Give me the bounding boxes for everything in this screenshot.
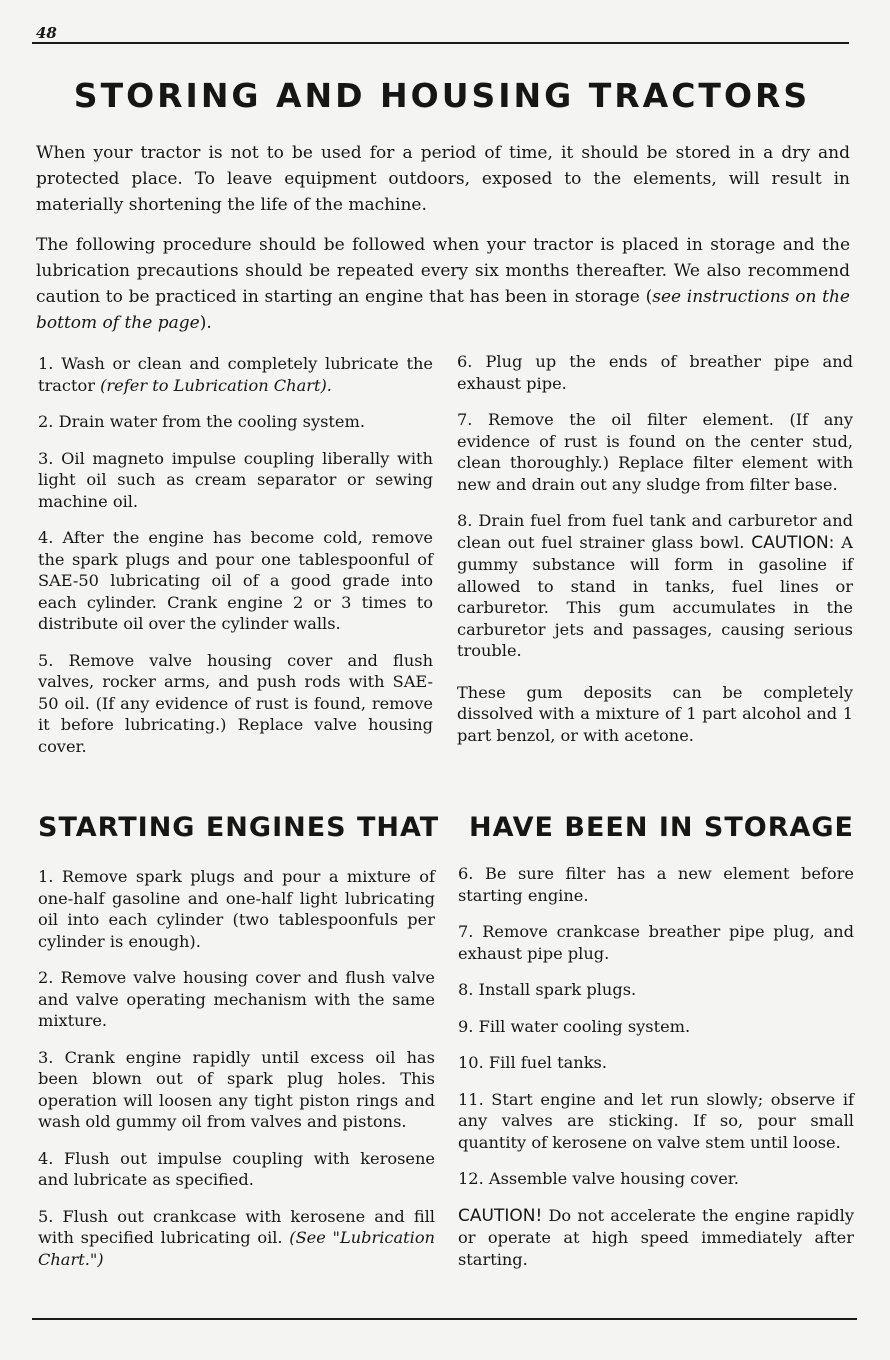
- storing-step-5: 5. Remove valve housing cover and flush valves, rocker arms, and push rods with SAE-50 oil. (If any evidence of rust is found, remove it before lubricating.) Replace valve housing cover.: [38, 650, 433, 756]
- starting-left-column: [38, 866, 435, 1285]
- intro-paragraph-2: [36, 232, 850, 336]
- starting-step-7: 7. Remove crankcase breather pipe plug, and exhaust pipe plug.: [458, 922, 854, 963]
- starting-step-2: 2. Remove valve housing cover and flush valve and valve operating mechanism with the same mixture.: [38, 968, 435, 1030]
- intro-paragraph-1: When your tractor is not to be used for a period of time, it should be stored in a dry and protected place. To leave equipment outdoors, exposed to the elements, will result in materially shortening the life of the machine.: [36, 143, 850, 215]
- starting-engines-heading: [38, 812, 854, 843]
- storing-step-7: 7. Remove the oil filter element. (If any evidence of rust is found on the center stud, clean thoroughly.) Replace filter element with new and drain out any sludge from filter base.: [457, 410, 853, 494]
- starting-step-5-text: 5. Flush out crankcase with kerosene and fill with specified lubricating oil.: [38, 1206, 435, 1247]
- storing-step-6: 6. Plug up the ends of breather pipe and exhaust pipe.: [457, 352, 853, 393]
- starting-caution-label: CAUTION!: [458, 1205, 543, 1226]
- intro-p2-paren-close: ).: [199, 313, 212, 333]
- storing-step-4: 4. After the engine has become cold, remove the spark plugs and pour one tablespoonful of SAE-50 lubricating oil of a good grade into each cylinder. Crank engine 2 or 3 times to distribute oil over the cylinder walls.: [38, 528, 433, 633]
- starting-step-11: 11. Start engine and let run slowly; observe if any valves are sticking. If so, pour small quantity of kerosene on valve stem until loose.: [458, 1089, 854, 1152]
- storing-caution-label: CAUTION:: [751, 532, 835, 553]
- storing-step-3: 3. Oil magneto impulse coupling liberally with light oil such as cream separator or sewing machine oil.: [38, 448, 433, 511]
- intro-p2-italic: see instructions on the bottom of the page: [36, 287, 850, 333]
- storing-caution-text: A gummy substance will form in gasoline if allowed to stand in tanks, fuel lines or carburetor. This gum accumulates in the carburetor jets and passages, causing serious trouble.: [457, 532, 853, 660]
- storing-right-column: [457, 351, 853, 761]
- starting-step-10: 10. Fill fuel tanks.: [458, 1053, 607, 1072]
- starting-right-column: [458, 863, 854, 1285]
- starting-step-4: 4. Flush out impulse coupling with kerosene and lubricate as specified.: [38, 1148, 435, 1189]
- intro-p2-paren-open: (: [645, 287, 653, 307]
- starting-heading-right: HAVE BEEN IN STORAGE: [468, 812, 854, 843]
- starting-caution: [458, 1205, 854, 1271]
- storing-step-8-text: 8. Drain fuel from fuel tank and carburetor and clean out fuel strainer glass bowl.: [457, 511, 853, 552]
- starting-step-5: [38, 1206, 435, 1271]
- storing-step-1-text: 1. Wash or clean and completely lubricate the tractor: [38, 354, 433, 395]
- starting-step-8: 8. Install spark plugs.: [458, 980, 637, 999]
- starting-heading-left: STARTING ENGINES THAT: [38, 812, 440, 843]
- storing-left-column: [38, 353, 433, 772]
- starting-step-9: 9. Fill water cooling system.: [458, 1016, 691, 1036]
- bottom-rule: [32, 1318, 857, 1320]
- starting-step-12: 12. Assemble valve housing cover.: [458, 1169, 739, 1188]
- intro-p2-text: The following procedure should be followed when your tractor is placed in storage and the lubrication precautions should be repeated every six months thereafter. We also recommend caution to be practiced in starting an engine that has been in storage: [36, 235, 850, 307]
- starting-step-1: 1. Remove spark plugs and pour a mixture of one-half gasoline and one-half light lubricating oil into each cylinder (two tablespoonfuls per cylinder is enough).: [38, 867, 435, 951]
- storing-step-2: 2. Drain water from the cooling system.: [38, 412, 365, 431]
- starting-step-6: 6. Be sure filter has a new element before starting engine.: [458, 864, 854, 905]
- page-title: STORING AND HOUSING TRACTORS: [73, 76, 811, 115]
- storing-step-8: [457, 510, 853, 662]
- page-number: 48: [36, 24, 57, 42]
- storing-step-1-italic: (refer to Lubrication Chart).: [100, 375, 332, 395]
- starting-caution-text: Do not accelerate the engine rapidly or operate at high speed immediately after starting.: [458, 1205, 854, 1269]
- top-rule: [32, 42, 849, 44]
- starting-step-3: 3. Crank engine rapidly until excess oil has been blown out of spark plug holes. This operation will loosen any tight piston rings and wash old gummy oil from valves and pistons.: [38, 1047, 435, 1131]
- starting-step-5-italic: (See "Lubrication Chart."): [38, 1228, 435, 1269]
- gum-deposits-note: These gum deposits can be completely dissolved with a mixture of 1 part alcohol and 1 part benzol, or with acetone.: [457, 682, 853, 745]
- storing-step-1: [38, 353, 433, 396]
